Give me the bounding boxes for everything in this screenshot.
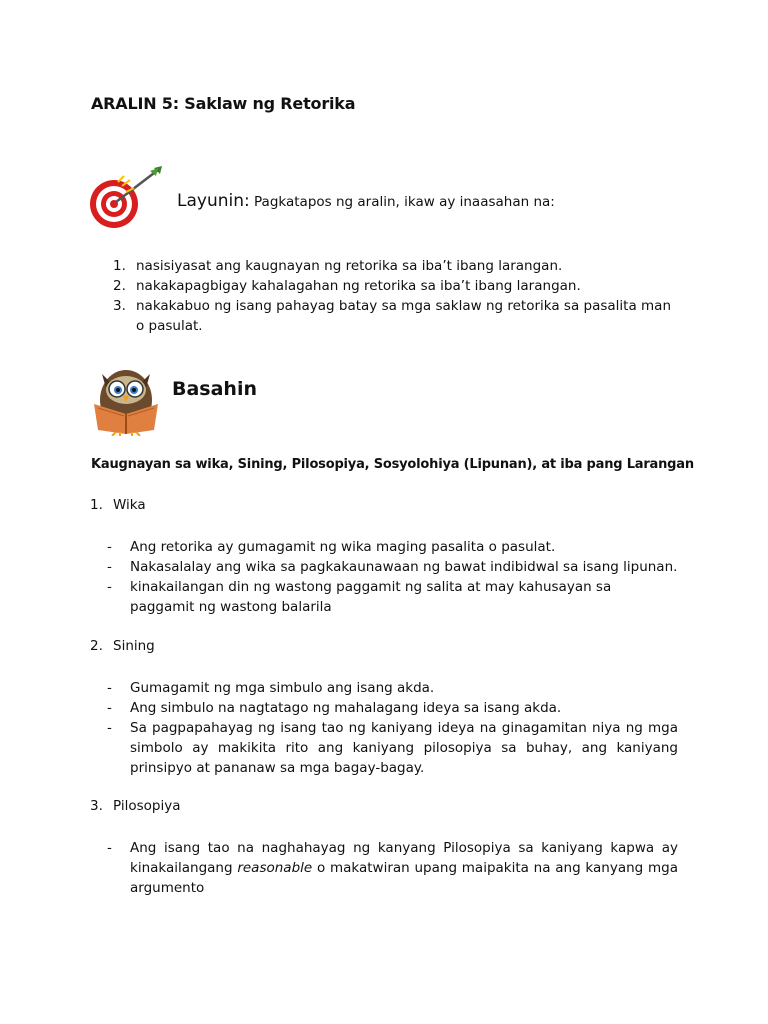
bullet-text: Sa pagpapahayag ng isang tao ng kaniyang ideya na ginagamitan niya ng mga simbolo ay makikita rito ang kaniyang pilosopiya sa buhay, ang kaniyang prinsipyo at pananaw sa mga bagay-bagay.	[130, 720, 678, 776]
section-number: 3.	[90, 798, 103, 814]
layunin-line	[177, 191, 555, 211]
objective-text: nakakabuo ng isang pahayag batay sa mga saklaw ng retorika sa pasalita man o pasulat.	[136, 298, 672, 334]
bullet-dash: -	[107, 539, 112, 555]
bullet-dash: -	[107, 840, 112, 856]
bullet-text: Ang simbulo na nagtatago ng mahalagang ideya sa isang akda.	[130, 700, 562, 716]
bullet-text: kinakailangan din ng wastong paggamit ng salita at may kahusayan sa paggamit ng wastong balarila	[130, 579, 612, 615]
objective-number: 1.	[113, 258, 126, 274]
bullet-dash: -	[107, 680, 112, 696]
layunin-colon: :	[244, 191, 250, 211]
layunin-text: Pagkatapos ng aralin, ikaw ay inaasahan na:	[249, 194, 555, 210]
section-number: 1.	[90, 497, 103, 513]
bullet-dash: -	[107, 720, 112, 736]
bullet-dash: -	[107, 700, 112, 716]
objective-number: 2.	[113, 278, 126, 294]
objective-number: 3.	[113, 298, 126, 314]
bullet-text-pre: Ang isang tao na naghahayag ng kanyang Pilosopiya sa kaniyang kapwa ay kinakailangang	[130, 840, 678, 876]
bullet-text	[130, 838, 678, 898]
section-title: Pilosopiya	[113, 798, 181, 814]
section-title: Wika	[113, 497, 146, 513]
section-title: Sining	[113, 638, 155, 654]
bullet-text: Ang retorika ay gumagamit ng wika maging pasalita o pasulat.	[130, 539, 556, 555]
section-subheading: Kaugnayan sa wika, Sining, Pilosopiya, Sosyolohiya (Lipunan), at iba pang Larangan	[91, 457, 694, 472]
bullet-text-emphasis: reasonable	[237, 860, 313, 876]
objective-text: nakakapagbigay kahalagahan ng retorika sa iba’t ibang larangan.	[136, 278, 581, 294]
bullet-dash: -	[107, 579, 112, 595]
bullet-text: Nakasalalay ang wika sa pagkakaunawaan ng bawat indibidwal sa isang lipunan.	[130, 559, 678, 575]
objective-text: nasisiyasat ang kaugnayan ng retorika sa iba’t ibang larangan.	[136, 258, 563, 274]
section-number: 2.	[90, 638, 103, 654]
layunin-label: Layunin	[177, 191, 244, 211]
bullet-dash: -	[107, 559, 112, 575]
target-arrow-icon	[88, 164, 164, 234]
basahin-heading: Basahin	[172, 378, 257, 400]
bullet-text: Gumagamit ng mga simbulo ang isang akda.	[130, 680, 435, 696]
page-title: ARALIN 5: Saklaw ng Retorika	[91, 94, 356, 113]
bullet-text-post: o makatwiran upang maipakita na ang kanyang mga argumento	[130, 860, 678, 896]
owl-reading-icon	[88, 360, 164, 436]
